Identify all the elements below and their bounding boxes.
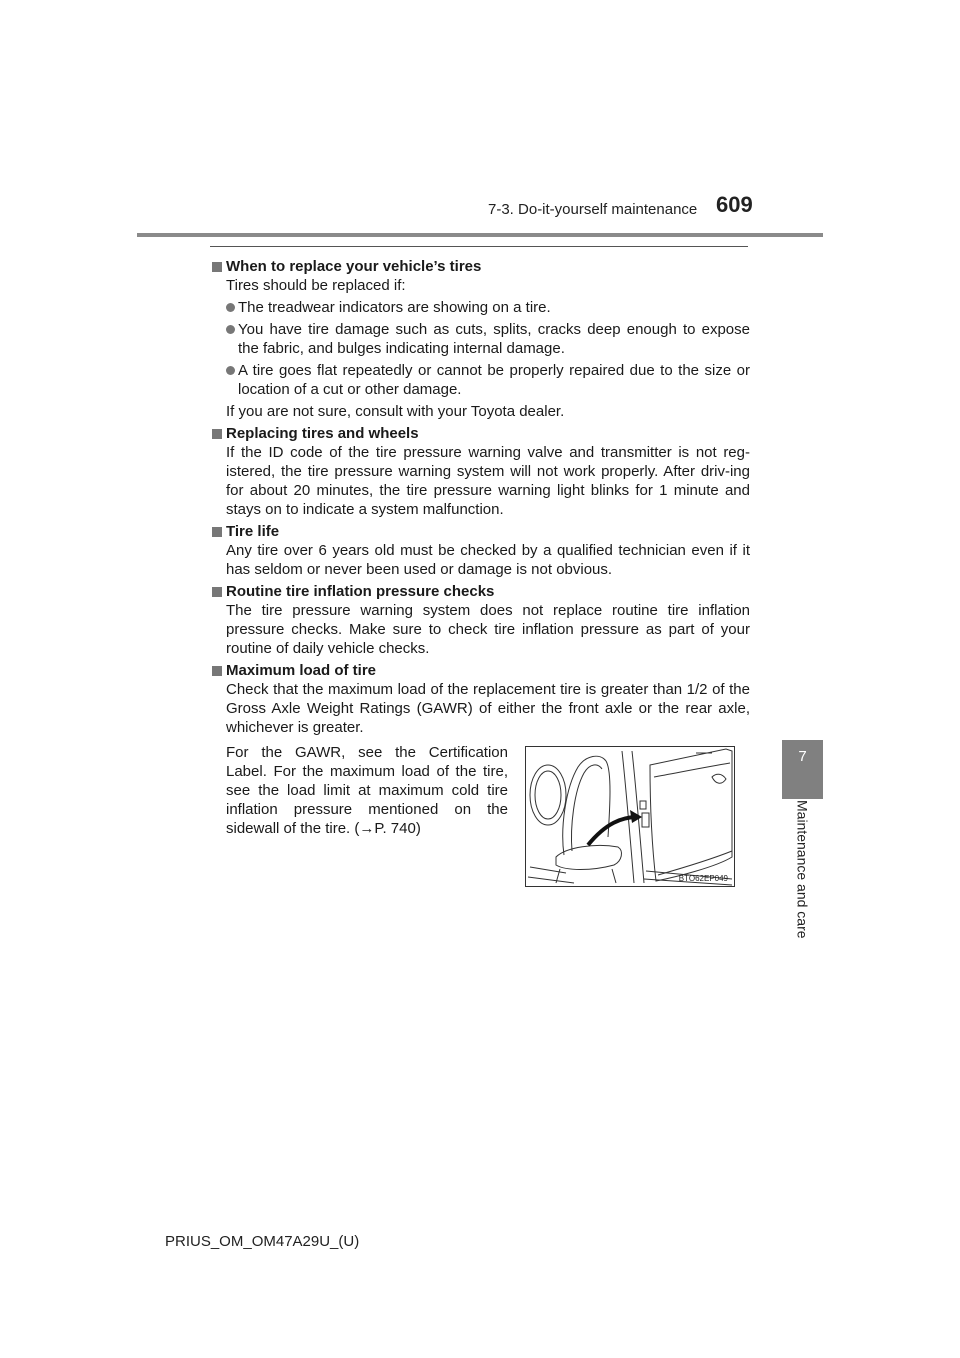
list-item xyxy=(210,320,750,358)
list-item-text: The treadwear indicators are showing on a tire. xyxy=(238,299,551,316)
certification-label-illustration xyxy=(525,746,735,887)
heading-text: Replacing tires and wheels xyxy=(226,425,419,442)
square-bullet-icon xyxy=(212,429,222,439)
section-replacing-wheels xyxy=(210,424,750,519)
footer-manual-id: PRIUS_OM_OM47A29U_(U) xyxy=(165,1233,360,1250)
content-rule xyxy=(210,246,748,247)
paragraph: Any tire over 6 years old must be checked by a qualified technician even if it has seldom or never been used or damage is not obvious. xyxy=(226,542,750,578)
square-bullet-icon xyxy=(212,527,222,537)
section-max-load xyxy=(210,661,750,737)
paragraph: If you are not sure, consult with your Toyota dealer. xyxy=(226,403,565,420)
list-item xyxy=(210,361,750,399)
figure-caption-text: For the GAWR, see the Certification Label. For the maximum load of the tire, see the load limit at maximum cold tire inflation pressure mentioned on the sidewall of the tire. (→P. 740) xyxy=(226,744,508,837)
section-when-to-replace xyxy=(210,257,750,421)
paragraph: Tires should be replaced if: xyxy=(226,277,406,294)
car-door-drawing xyxy=(526,747,734,886)
paragraph: Check that the maximum load of the replacement tire is greater than 1/2 of the Gross Axle Weight Ratings (GAWR) of either the front axle or the rear axle, whichever is greater. xyxy=(226,681,750,736)
round-bullet-icon xyxy=(226,366,235,375)
header-rule xyxy=(137,233,823,237)
bullet-list xyxy=(210,298,750,399)
heading-text: When to replace your vehicle’s tires xyxy=(226,258,482,275)
section-routine-checks xyxy=(210,582,750,658)
page-number: 609 xyxy=(716,192,753,217)
section-heading xyxy=(210,257,750,276)
list-item-text: A tire goes flat repeatedly or cannot be properly repaired due to the size or location of a cut or other damage. xyxy=(238,362,750,398)
list-item-text: You have tire damage such as cuts, splits, cracks deep enough to expose the fabric, and bulges indicating internal damage. xyxy=(238,321,750,357)
square-bullet-icon xyxy=(212,262,222,272)
section-heading xyxy=(210,424,750,443)
header-section-title: 7-3. Do-it-yourself maintenance xyxy=(488,201,698,218)
section-heading xyxy=(210,661,750,680)
square-bullet-icon xyxy=(212,587,222,597)
paragraph: The tire pressure warning system does not replace routine tire inflation pressure checks. Make sure to check tire inflation pressure as part of your routine of daily vehicle checks. xyxy=(226,602,750,657)
heading-text: Maximum load of tire xyxy=(226,662,377,679)
section-tire-life xyxy=(210,522,750,579)
section-heading xyxy=(210,522,750,541)
paragraph: If the ID code of the tire pressure warning valve and transmitter is not reg-istered, the tire pressure warning system will not work properly. After driv-ing for about 20 minutes, the tire pressure warning light blinks for 1 minute and stays on to indicate a system malfunction. xyxy=(226,444,750,518)
main-content xyxy=(210,257,750,740)
round-bullet-icon xyxy=(226,303,235,312)
figure-code: BTO62EP049 xyxy=(678,874,728,883)
chapter-title: Maintenance and care xyxy=(794,800,811,939)
heading-text: Routine tire inflation pressure checks xyxy=(226,583,495,600)
chapter-tab xyxy=(782,740,823,799)
heading-text: Tire life xyxy=(226,523,280,540)
section-heading xyxy=(210,582,750,601)
square-bullet-icon xyxy=(212,666,222,676)
round-bullet-icon xyxy=(226,325,235,334)
chapter-title-wrap xyxy=(782,800,823,950)
list-item xyxy=(210,298,750,317)
chapter-number: 7 xyxy=(798,748,807,765)
